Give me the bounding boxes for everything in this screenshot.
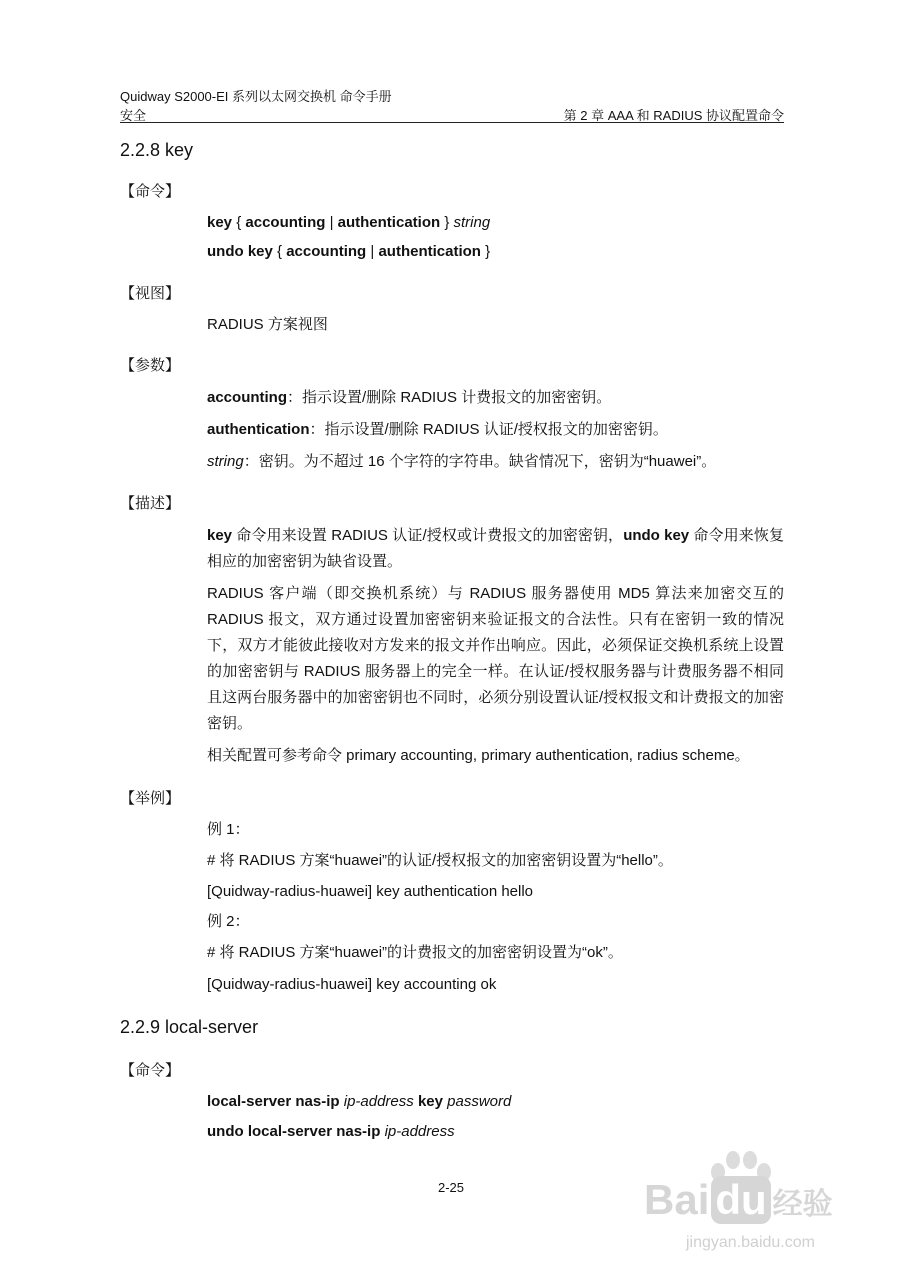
description-paragraph-1: key 命令用来设置 RADIUS 认证/授权或计费报文的加密密钥，undo key 命令用来恢复相应的加密密钥为缺省设置。	[207, 527, 784, 570]
example-command-1: [Quidway-radius-huawei] key authentication hello	[207, 883, 534, 900]
header-product: Quidway S2000-EI 系列以太网交换机 命令手册	[120, 89, 392, 104]
param-string: string：密钥。为不超过 16 个字符的字符串。缺省情况下，密钥为“huawei”。	[207, 453, 717, 470]
description-tag: 【描述】	[120, 495, 181, 512]
example-comment-2: # 将 RADIUS 方案“huawei”的计费报文的加密密钥设置为“ok”。	[207, 944, 623, 961]
section-title-local-server: 2.2.9 local-server	[120, 1017, 259, 1037]
command-syntax-undo-key: undo key { accounting | authentication }	[207, 243, 491, 260]
watermark-brand: Bai du 经验	[644, 1176, 833, 1223]
example-label-1: 例 1：	[207, 821, 250, 838]
command-tag: 【命令】	[120, 183, 181, 200]
example-label-2: 例 2：	[207, 913, 250, 930]
command-syntax-undo-local-server: undo local-server nas-ip ip-address	[207, 1123, 455, 1140]
command-syntax-local-server: local-server nas-ip ip-address key password	[207, 1093, 512, 1110]
page-number: 2-25	[438, 1180, 465, 1195]
param-accounting: accounting：指示设置/删除 RADIUS 计费报文的加密密钥。	[207, 389, 612, 406]
view-tag: 【视图】	[120, 285, 181, 302]
header-part: 安全	[120, 108, 147, 123]
watermark-url: jingyan.baidu.com	[686, 1234, 815, 1251]
command-tag-local-server: 【命令】	[120, 1062, 181, 1079]
param-authentication: authentication：指示设置/删除 RADIUS 认证/授权报文的加密密钥。	[207, 421, 668, 438]
baidu-jingyan-watermark	[640, 1150, 850, 1260]
command-syntax-key: key { accounting | authentication } string	[207, 214, 491, 231]
example-comment-1: # 将 RADIUS 方案“huawei”的认证/授权报文的加密密钥设置为“hello”。	[207, 852, 673, 869]
description-paragraph-3: 相关配置可参考命令 primary accounting, primary authentication, radius scheme。	[207, 747, 750, 764]
description-paragraph-2: RADIUS 客户端（即交换机系统）与 RADIUS 服务器使用 MD5 算法来加密交互的 RADIUS 报文，双方通过设置加密密钥来验证报文的合法性。只有在密钥一致的情况下，双方才能彼此接收对方发来的报文并作出响应。因此，必须保证交换机系统上设置的加密密钥与 RADIUS 服务器上的完全一样。在认证/授权服务器与计费服务器不相同且这两台服务器中的加密密钥也不同时，必须分别设置认证/授权报文和计费报文的加密密钥。	[207, 585, 784, 732]
example-tag: 【举例】	[120, 790, 181, 807]
parameter-tag: 【参数】	[120, 357, 181, 374]
section-title-key: 2.2.8 key	[120, 140, 194, 160]
header-rule	[120, 122, 784, 123]
view-text: RADIUS 方案视图	[207, 316, 328, 333]
header-chapter: 第 2 章 AAA 和 RADIUS 协议配置命令	[563, 108, 784, 123]
example-command-2: [Quidway-radius-huawei] key accounting ok	[207, 976, 497, 993]
